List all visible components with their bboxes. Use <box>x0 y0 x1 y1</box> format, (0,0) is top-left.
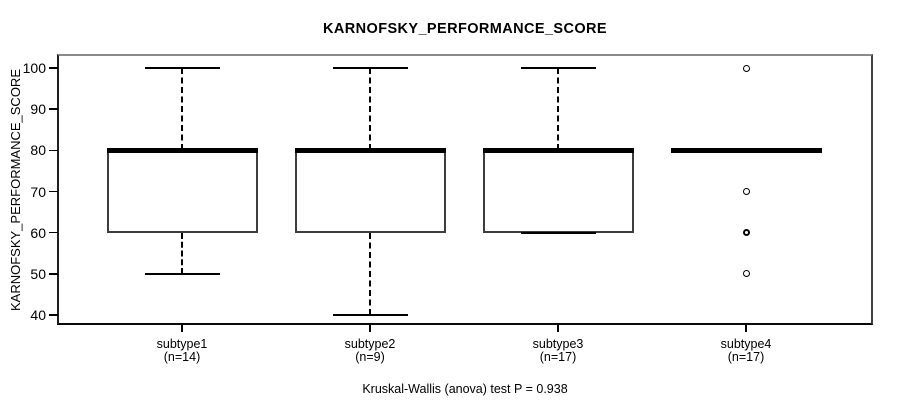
x-axis-tick <box>369 325 371 332</box>
y-tick-label: 50 <box>30 265 46 282</box>
median-line <box>107 148 258 153</box>
x-tick-label: subtype4 <box>720 337 772 351</box>
median-line <box>483 148 634 153</box>
y-axis-tick <box>49 108 58 110</box>
whisker-upper <box>181 68 183 150</box>
y-tick-label: 80 <box>30 142 46 159</box>
y-axis-tick <box>49 232 58 234</box>
outlier-point <box>743 229 750 236</box>
chart-title: KARNOFSKY_PERFORMANCE_SCORE <box>323 21 607 37</box>
plot-content <box>59 56 871 323</box>
y-tick-label: 90 <box>30 101 46 118</box>
x-axis-tick <box>557 325 559 332</box>
x-axis-tick <box>181 325 183 332</box>
y-axis-tick <box>49 191 58 193</box>
outlier-point <box>743 188 750 195</box>
y-axis-tick <box>49 273 58 275</box>
x-tick-label: subtype1 <box>156 337 208 351</box>
whisker-upper <box>369 68 371 150</box>
y-axis-label: KARNOFSKY_PERFORMANCE_SCORE <box>8 69 23 311</box>
x-tick-label: subtype3 <box>532 337 584 351</box>
whisker-cap-lower <box>333 314 408 316</box>
whisker-upper <box>557 68 559 150</box>
x-tick-label: subtype2 <box>344 337 396 351</box>
whisker-cap-upper <box>145 67 220 69</box>
y-axis-tick <box>49 150 58 152</box>
y-tick-label: 70 <box>30 183 46 200</box>
y-tick-label: 100 <box>22 60 46 76</box>
x-tick-sublabel: (n=9) <box>355 350 385 364</box>
whisker-cap-upper <box>521 67 596 69</box>
x-axis-tick <box>745 325 747 332</box>
y-tick-label: 40 <box>30 307 46 323</box>
whisker-cap-lower <box>521 232 596 234</box>
iqr-box <box>295 150 446 232</box>
y-axis-tick <box>49 67 58 69</box>
median-line <box>671 148 822 153</box>
whisker-cap-upper <box>333 67 408 69</box>
y-tick-label: 60 <box>30 224 46 241</box>
median-line <box>295 148 446 153</box>
x-tick-sublabel: (n=17) <box>727 350 765 364</box>
whisker-lower <box>369 233 371 315</box>
outlier-point <box>743 270 750 277</box>
x-tick-sublabel: (n=14) <box>163 350 201 364</box>
iqr-box <box>107 150 258 232</box>
outlier-point <box>743 65 750 72</box>
iqr-box <box>483 150 634 232</box>
whisker-lower <box>181 233 183 274</box>
whisker-cap-lower <box>145 273 220 275</box>
y-axis-tick <box>49 314 58 316</box>
stat-test-caption: Kruskal-Wallis (anova) test P = 0.938 <box>362 382 568 396</box>
x-tick-sublabel: (n=17) <box>539 350 577 364</box>
